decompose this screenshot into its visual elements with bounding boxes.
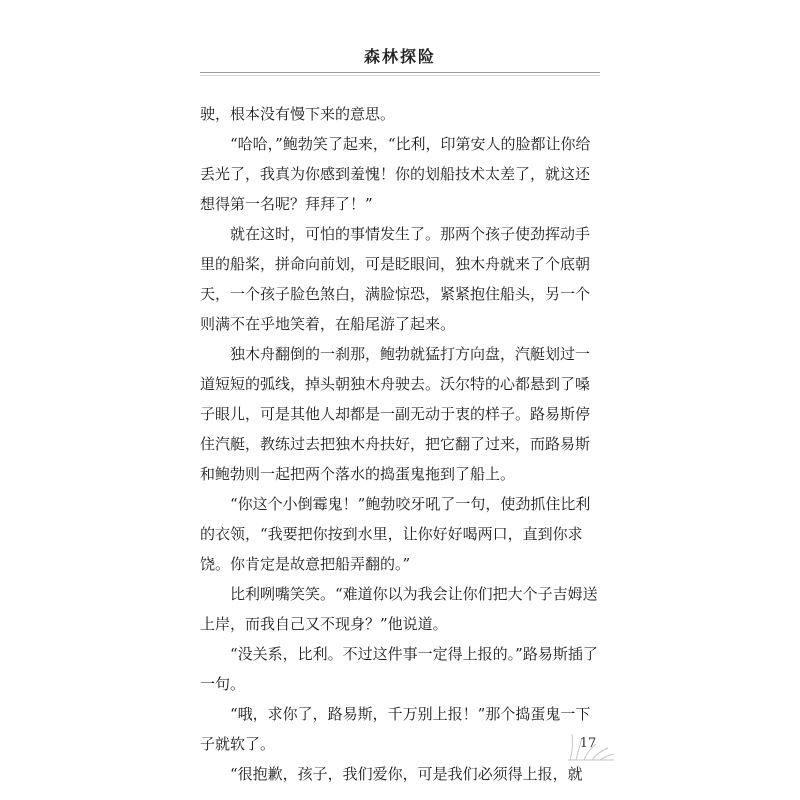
paragraph: 就在这时，可怕的事情发生了。那两个孩子使劲挥动手里的船桨，拼命向前划，可是眨眼间，独木舟就来了个底朝天，一个孩子脸色煞白，满脸惊恐，紧紧抱住船头，另一个则满不在乎地笑着，在船尾游了起来。: [200, 225, 591, 333]
paragraph: 比利咧嘴笑笑。“难道你以为我会让你们把大个子吉姆送上岸，而我自己又不现身？”他说道。: [200, 585, 598, 633]
paragraph: “没关系，比利。不过这件事一定得上报的。”路易斯插了一句。: [200, 645, 598, 693]
running-header: 森林探险: [363, 47, 436, 66]
paragraph: “哈哈，”鲍勃笑了起来，“比利，印第安人的脸都让你给丢光了，我真为你感到羞愧！你的划船技术太差了，就这还想得第一名呢？拜拜了！”: [200, 135, 591, 213]
paragraph: 驶，根本没有慢下来的意思。: [200, 105, 396, 123]
page-number: 17: [579, 736, 597, 751]
paragraph: “很抱歉，孩子，我们爱你，可是我们必须得上报，就: [230, 765, 583, 783]
paragraph: “你这个小倒霉鬼！”鲍勃咬牙吼了一句，使劲抓住比利的衣领，“我要把你按到水里，让你好好喝两口，直到你求饶。你肯定是故意把船弄翻的。”: [200, 495, 591, 573]
body-text: [200, 99, 600, 789]
page-number-badge: [566, 730, 616, 764]
paragraph: 独木舟翻倒的一刹那，鲍勃就猛打方向盘，汽艇划过一道短短的弧线，掉头朝独木舟驶去。沃尔特的心都悬到了嗓子眼儿，可是其他人却都是一副无动于衷的样子。路易斯停住汽艇，教练过去把独木舟扶好，把它翻了过来，而路易斯和鲍勃则一起把两个落水的捣蛋鬼拖到了船上。: [200, 345, 591, 483]
paragraph: “哦，求你了，路易斯，千万别上报！”那个捣蛋鬼一下子就软了。: [200, 705, 591, 753]
header-rule: [200, 72, 600, 73]
